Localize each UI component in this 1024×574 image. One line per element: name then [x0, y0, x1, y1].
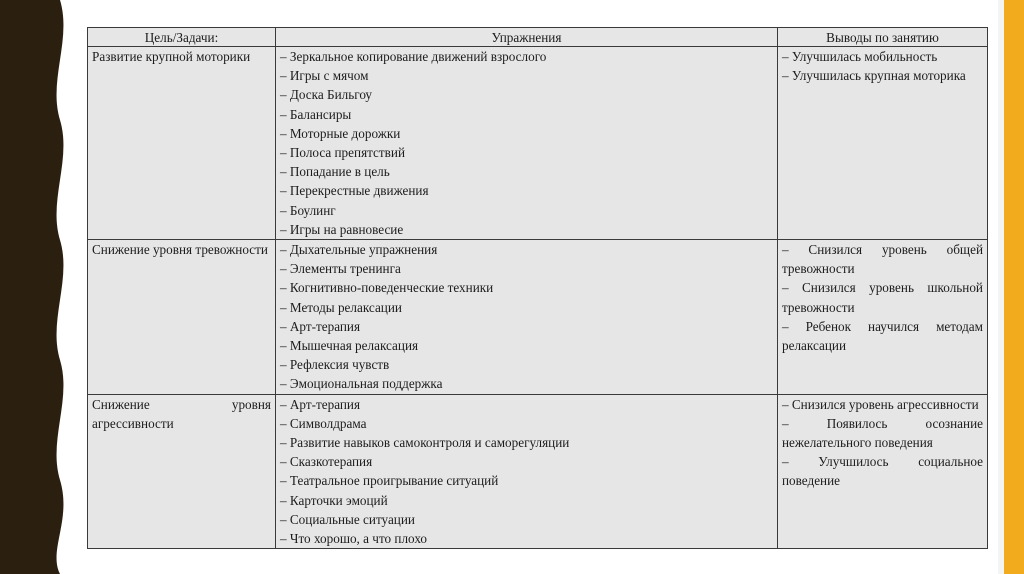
- exercise-item: – Сказкотерапия: [280, 454, 373, 470]
- table-row: [88, 394, 988, 549]
- exercise-item: – Арт-терапия: [280, 396, 361, 412]
- exercise-item: – Балансиры: [280, 106, 352, 122]
- exercise-item: – Игры на равновесие: [280, 221, 404, 237]
- lesson-table: [87, 27, 988, 549]
- exercise-item: – Игры с мячом: [280, 68, 369, 84]
- exercise-item: – Боулинг: [280, 202, 336, 218]
- table-header-row: [88, 28, 988, 47]
- exercise-item: – Рефлексия чувств: [280, 357, 390, 373]
- exercise-item: – Полоса препятствий: [280, 145, 406, 161]
- exercise-item: – Эмоциональная поддержка: [280, 376, 443, 392]
- exercise-item: – Методы релаксации: [280, 299, 402, 315]
- result-item: – Снизился уровень школьной тревожности: [782, 280, 983, 315]
- results-cell: [778, 47, 988, 240]
- goal-cell: Снижение уровня тревожности: [88, 240, 276, 395]
- table-row: [88, 240, 988, 395]
- exercise-item: – Дыхательные упражнения: [280, 242, 438, 258]
- exercise-item: – Моторные дорожки: [280, 125, 401, 141]
- exercise-item: – Что хорошо, а что плохо: [280, 531, 428, 547]
- exercises-cell: [276, 240, 778, 395]
- decorative-wave-border: [0, 0, 72, 574]
- exercise-item: – Попадание в цель: [280, 164, 390, 180]
- exercises-cell: [276, 394, 778, 549]
- results-cell: [778, 394, 988, 549]
- exercise-item: – Доска Бильгоу: [280, 87, 373, 103]
- accent-bar: [1004, 0, 1024, 574]
- table-row: [88, 47, 988, 240]
- header-goal: Цель/Задачи:: [88, 28, 276, 47]
- result-item: – Появилось осознание нежелательного поведения: [782, 415, 983, 451]
- result-item: – Улучшилась крупная моторика: [782, 68, 966, 84]
- result-item: – Снизился уровень общей тревожности: [782, 242, 983, 277]
- exercise-item: – Театральное проигрывание ситуаций: [280, 473, 499, 489]
- exercise-item: – Элементы тренинга: [280, 261, 401, 277]
- exercise-item: – Развитие навыков самоконтроля и саморегуляции: [280, 435, 570, 451]
- goal-cell: Снижение уровня агрессивности: [88, 394, 276, 549]
- header-results: Выводы по занятию: [778, 28, 988, 47]
- exercise-item: – Мышечная релаксация: [280, 338, 419, 354]
- result-item: – Снизился уровень агрессивности: [782, 396, 979, 412]
- exercise-item: – Когнитивно-поведенческие техники: [280, 280, 494, 296]
- result-item: – Ребенок научился методам релаксации: [782, 318, 983, 354]
- exercise-item: – Перекрестные движения: [280, 183, 429, 199]
- results-cell: [778, 240, 988, 395]
- exercise-item: – Арт-терапия: [280, 318, 361, 334]
- exercise-item: – Социальные ситуации: [280, 511, 415, 527]
- exercise-item: – Символдрама: [280, 415, 367, 431]
- exercise-item: – Зеркальное копирование движений взрослого: [280, 49, 547, 64]
- result-item: – Улучшилась мобильность: [782, 49, 938, 64]
- goal-cell: Развитие крупной моторики: [88, 47, 276, 240]
- exercises-cell: [276, 47, 778, 240]
- result-item: – Улучшилось социальное поведение: [782, 454, 983, 489]
- exercise-item: – Карточки эмоций: [280, 492, 388, 508]
- header-exercises: Упражнения: [276, 28, 778, 47]
